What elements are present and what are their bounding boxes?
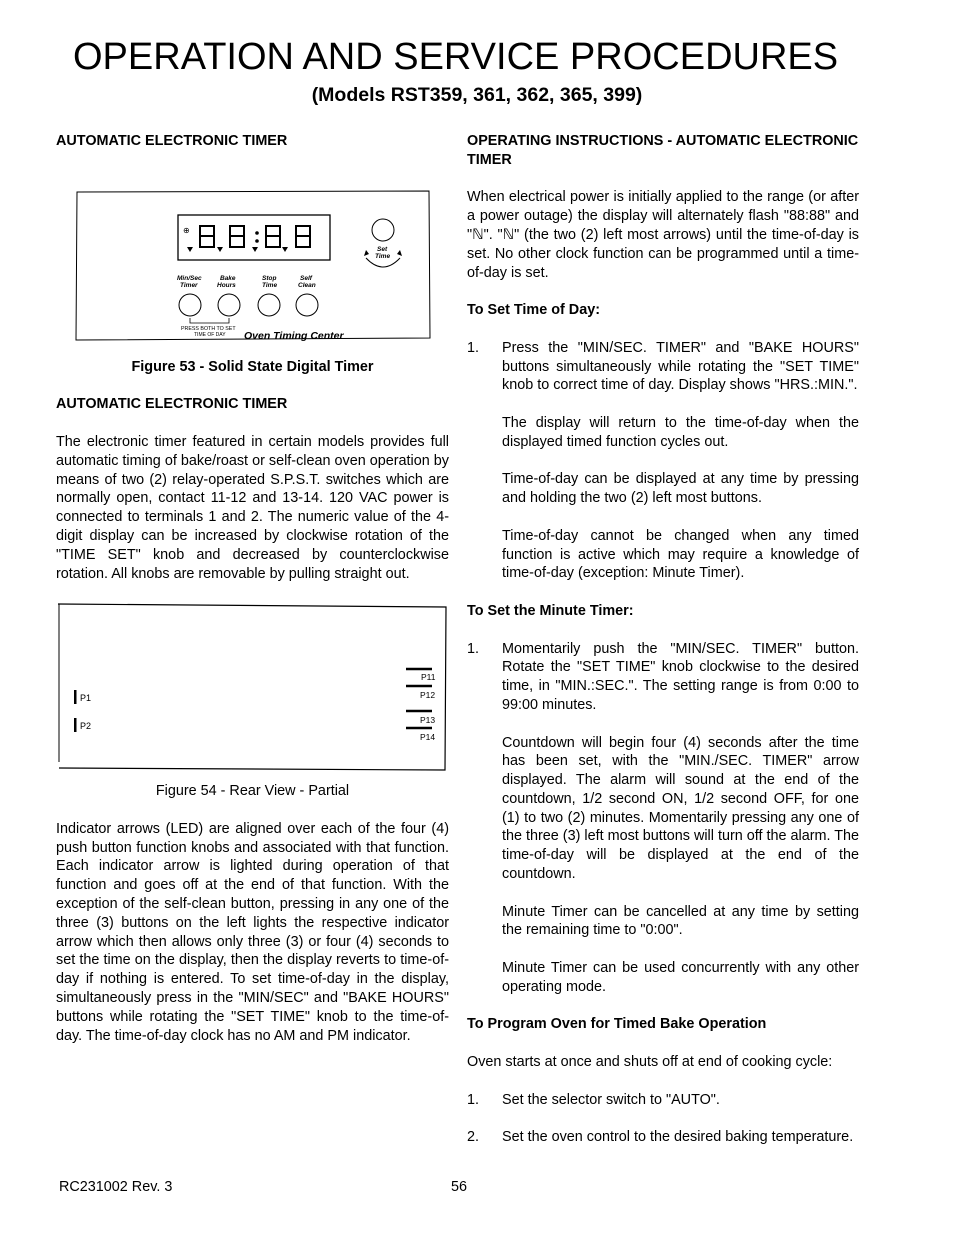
button-labels xyxy=(177,275,316,289)
left-column xyxy=(56,132,449,1064)
svg-text:Time: Time xyxy=(375,252,391,260)
subheading-timed-bake: To Program Oven for Timed Bake Operation xyxy=(467,1016,767,1033)
svg-text:P2: P2 xyxy=(80,721,92,732)
note: Minute Timer can be cancelled at any time by setting the remaining time to "0:00". xyxy=(502,903,859,939)
svg-text:TIME OF DAY: TIME OF DAY xyxy=(194,331,226,338)
terminal-p1 xyxy=(74,690,91,704)
paragraph: The electronic timer featured in certain models provides full automatic timing of bake/roast or self-clean oven operation by means of two (2) relay-operated S.P.S.T. switches which are normally open, contact 11-12 and 13-14. 120 VAC power is connected to terminals 1 and 2. The numeric value of the 4-digit display can be increased by clockwise rotation of the "TIME SET" knob and decreased by counterclockwise rotation. All knobs are removable by pulling straight out. xyxy=(56,433,449,582)
subheading-set-time: To Set Time of Day: xyxy=(467,302,601,319)
set-time-knob xyxy=(372,219,394,241)
list-item: 1. Press the "MIN/SEC. TIMER" and "BAKE HOURS" buttons simultaneously while rotating the "SET TIME" knob to correct time of day. Display shows "HRS.:MIN.". xyxy=(467,339,859,394)
brand-label: Oven Timing Center xyxy=(244,329,344,342)
paragraph: When electrical power is initially applied to the range (or after a power outage) the display will alternately flash "88:88" and "ℕ". "ℕ" (the two (2) left most arrows) until the time-of-day is set. No other clock function can be programmed until a time-of-day is set. xyxy=(467,189,859,281)
note: Time-of-day can be displayed at any time by pressing and holding the two (2) left most buttons. xyxy=(502,471,859,507)
section-heading: OPERATING INSTRUCTIONS - AUTOMATIC ELECTRONIC TIMER xyxy=(467,133,859,168)
page-subtitle: (Models RST359, 361, 362, 365, 399) xyxy=(311,84,643,106)
svg-text:Clean: Clean xyxy=(298,281,316,289)
page-title: OPERATION AND SERVICE PROCEDURES xyxy=(73,36,839,78)
terminal-p2 xyxy=(74,718,91,732)
right-column xyxy=(467,132,859,1147)
paragraph: Indicator arrows (LED) are aligned over each of the four (4) push button function knobs and associated with that function. Each indicator arrow is lighted during operation of that function and goes off at the end of that function. With the exception of the self-clean button, pressing in any one of the three (3) buttons on the left lights the respective indicator arrow which then allows only three (3) or four (4) seconds to set the time on the display, then the display reverts to time-of-day if nothing is entered. To set time-of-day in the display, simultaneously press in the "MIN/SEC" and "BAKE HOURS" buttons while rotating the "SET TIME" knob to the time-of-day. The time-of-day clock has no AM and PM indicator. xyxy=(56,820,449,1044)
svg-text:Stop: Stop xyxy=(262,274,277,282)
svg-text:P1: P1 xyxy=(80,693,92,704)
set-time-label: Set xyxy=(377,245,388,253)
svg-text:P14: P14 xyxy=(420,732,436,743)
list-item: 2. Set the oven control to the desired baking temperature. xyxy=(467,1129,854,1146)
svg-text:P13: P13 xyxy=(420,715,436,726)
press-note: PRESS BOTH TO SET xyxy=(181,325,236,332)
note: Minute Timer can be used concurrently with any other operating mode. xyxy=(502,960,859,995)
paragraph: Oven starts at once and shuts off at end of cooking cycle: xyxy=(467,1054,833,1071)
note: Time-of-day cannot be changed when any timed function is active which may require a knowledge of time-of-day (exception: Minute Timer). xyxy=(502,527,859,582)
min-sec-timer-button xyxy=(179,294,201,316)
svg-text:P12: P12 xyxy=(420,690,436,701)
note: The display will return to the time-of-day when the displayed timed function cycles out. xyxy=(502,414,859,450)
section-heading: AUTOMATIC ELECTRONIC TIMER xyxy=(56,396,288,413)
rear-view-drawing xyxy=(56,602,449,772)
svg-text:Min/Sec: Min/Sec xyxy=(177,274,202,282)
svg-text:Hours: Hours xyxy=(217,281,236,289)
figure-53 xyxy=(74,188,450,348)
svg-text:Self: Self xyxy=(300,274,312,282)
list-item: 1. Set the selector switch to "AUTO". xyxy=(467,1091,720,1108)
function-buttons xyxy=(179,294,318,316)
page-number: 56 xyxy=(451,1179,468,1195)
figure-54-caption: Figure 54 - Rear View - Partial xyxy=(155,783,350,800)
document-id: RC231002 Rev. 3 xyxy=(59,1179,173,1195)
display-small-icon: ⊕ xyxy=(183,225,190,235)
stop-time-button xyxy=(258,294,280,316)
note: Countdown will begin four (4) seconds after the time has been set, with the "MIN./SEC. TIMER" arrow displayed. The alarm will sound at the end of the countdown, 1/2 second ON, 1/2 second OFF, for one (1) to two (2) minutes. Momentarily pressing any one of the three (3) left most buttons will turn off the alarm. The time-of-day will be displayed at the end of the countdown. xyxy=(502,734,860,883)
svg-text:Time: Time xyxy=(262,281,278,289)
timer-panel-drawing xyxy=(74,188,450,348)
subheading-minute-timer: To Set the Minute Timer: xyxy=(467,602,634,619)
list-item: 1. Momentarily push the "MIN/SEC. TIMER" button. Rotate the "SET TIME" knob clockwise to the desired time, in "MIN.:SEC.". The setting range is from 0:00 to 99:00 minutes. xyxy=(467,640,859,713)
svg-text:P11: P11 xyxy=(421,672,436,683)
svg-text:Timer: Timer xyxy=(180,281,198,289)
svg-text:Bake: Bake xyxy=(220,274,236,282)
figure-54 xyxy=(56,602,449,772)
self-clean-button xyxy=(296,294,318,316)
digit-segments xyxy=(200,226,310,247)
bake-hours-button xyxy=(218,294,240,316)
section-heading: AUTOMATIC ELECTRONIC TIMER xyxy=(56,133,288,149)
figure-53-caption: Figure 53 - Solid State Digital Timer xyxy=(131,358,374,375)
